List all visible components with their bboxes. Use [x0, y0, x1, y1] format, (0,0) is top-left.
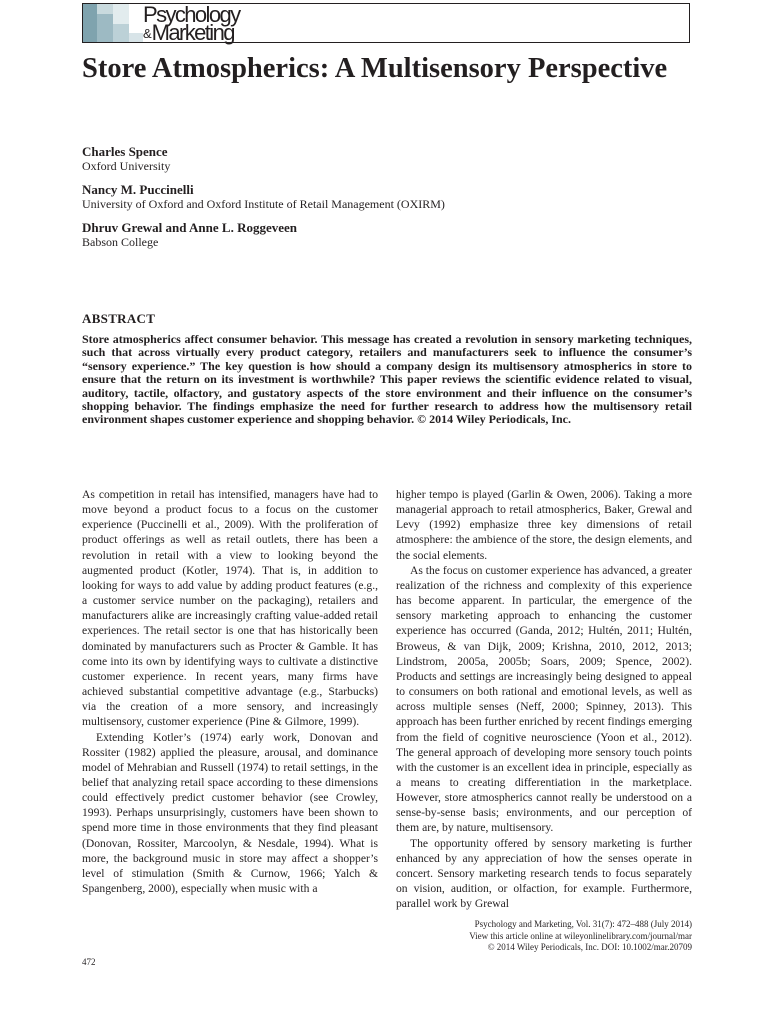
author-list — [82, 144, 692, 258]
body-column-right — [396, 487, 692, 911]
body-column-left — [82, 487, 378, 896]
body-paragraph: The opportunity offered by sensory marketing is further enhanced by any appreciation of how the senses operate in concert. Sensory marketing research tends to focus separately on vision, audition, or olfaction, for example. Furthermore, parallel work by Grewal — [396, 836, 692, 911]
journal-logo-line2 — [143, 20, 234, 45]
footer-online-link: View this article online at wileyonlinelibrary.com/journal/mar — [469, 930, 692, 941]
author-affiliation: University of Oxford and Oxford Institute of Retail Management (OXIRM) — [82, 197, 445, 211]
footer-copyright: © 2014 Wiley Periodicals, Inc. DOI: 10.1002/mar.20709 — [487, 942, 692, 952]
page-number: 472 — [82, 957, 96, 967]
journal-logo-steps-icon — [83, 4, 143, 42]
body-paragraph: Extending Kotler’s (1974) early work, Donovan and Rossiter (1982) applied the pleasure, arousal, and dominance model of Mehrabian and Russell (1974) to retail settings, in the belief that analyzing retail space according to these dimensions could effectively predict customer behavior (see Crowley, 1993). Perhaps unsurprisingly, customers have been shown to spend more time in those environments that they find pleasant (Donovan, Rossiter, Marcoolyn, & Nesdale, 1994). What is more, the background music in store may affect a shopper’s level of stimulation (Smith & Curnow, 1966; Yalch & Spangenberg, 2000), especially when music with a — [82, 730, 378, 896]
abstract-heading: ABSTRACT — [82, 311, 156, 326]
journal-logo-ampersand: & — [143, 26, 152, 41]
author-group — [82, 144, 692, 173]
body-paragraph: higher tempo is played (Garlin & Owen, 2006). Taking a more managerial approach to retail atmospherics, Baker, Grewal and Levy (1992) emphasize three key dimensions of retail atmosphere: the ambience of the store, the design elements, and the social elements. — [396, 488, 692, 562]
journal-logo-line1: Psychology — [143, 2, 240, 27]
author-name: Nancy M. Puccinelli — [82, 182, 194, 197]
author-group — [82, 182, 692, 211]
article-footer — [396, 919, 692, 954]
abstract-text: Store atmospherics affect consumer behavior. This message has created a revolution in sensory marketing techniques, such that across virtually every product category, retailers and manufacturers seek to influence the consumer’s “sensory experience.” The key question is how should a company design its multisensory atmospherics in store to ensure that the return on its investment is worthwhile? This paper reviews the scientific evidence related to visual, auditory, tactile, olfactory, and gustatory aspects of the store environment and their influence on the consumer’s shopping behavior. The findings emphasize the need for further research to address how the multisensory retail environment shapes customer experience and shopping behavior. © 2014 Wiley Periodicals, Inc. — [82, 332, 692, 427]
journal-logo-line2-text: Marketing — [151, 20, 234, 45]
author-affiliation: Oxford University — [82, 159, 171, 173]
author-affiliation: Babson College — [82, 235, 159, 249]
journal-logo — [83, 4, 263, 44]
author-name: Charles Spence — [82, 144, 168, 159]
article-title: Store Atmospherics: A Multisensory Perspective — [82, 53, 668, 84]
body-paragraph: As competition in retail has intensified, managers have had to move beyond a product focus to a focus on the customer experience (Puccinelli et al., 2009). With the proliferation of product offerings as well as retail outlets, there has been a revolution in retail with a view to looking beyond the augmented product (Kotler, 1974). That is, in addition to looking for ways to add value by adding product features (e.g., a customer service number on the packaging), retailers and manufacturers alike are increasingly crafting value-added retail experiences. The retail sector is one that has historically been dominated by manufacturers such as Procter & Gamble. It has come into its own by identifying ways to cultivate a distinctive customer experience. In recent years, many firms have achieved substantial competitive advantage (e.g., Starbucks) via the creation of a more sensory, and increasingly multisensory, customer experience (Pine & Gilmore, 1999). — [82, 488, 378, 729]
author-name: Dhruv Grewal and Anne L. Roggeveen — [82, 220, 297, 235]
footer-citation: Psychology and Marketing, Vol. 31(7): 472–488 (July 2014) — [474, 919, 692, 929]
author-group — [82, 220, 692, 249]
body-paragraph: As the focus on customer experience has advanced, a greater realization of the richness and complexity of this experience has become apparent. In particular, the emergence of the sensory marketing approach to enhancing the customer experience has occurred (Ganda, 2012; Hultén, 2011; Hultén, Broweus, & van Dijk, 2009; Krishna, 2010, 2012, 2013; Lindstrom, 2005a, 2005b; Soars, 2009; Spence, 2002). Products and settings are increasingly being designed to appeal to consumers on both rational and emotional levels, as well as across multiple senses (Neff, 2000; Spinney, 2013). This approach has been further enriched by recent findings emerging from the field of cognitive neuroscience (Yoon et al., 2012). The general approach of developing more sensory touch points with the customer is an excellent idea in principle, especially as a means to creating differentiation in the marketplace. However, store atmospherics cannot really be understood on a sense-by-sense basis; environments, and our perception of them are, by nature, multisensory. — [396, 563, 692, 835]
journal-header — [82, 3, 690, 43]
